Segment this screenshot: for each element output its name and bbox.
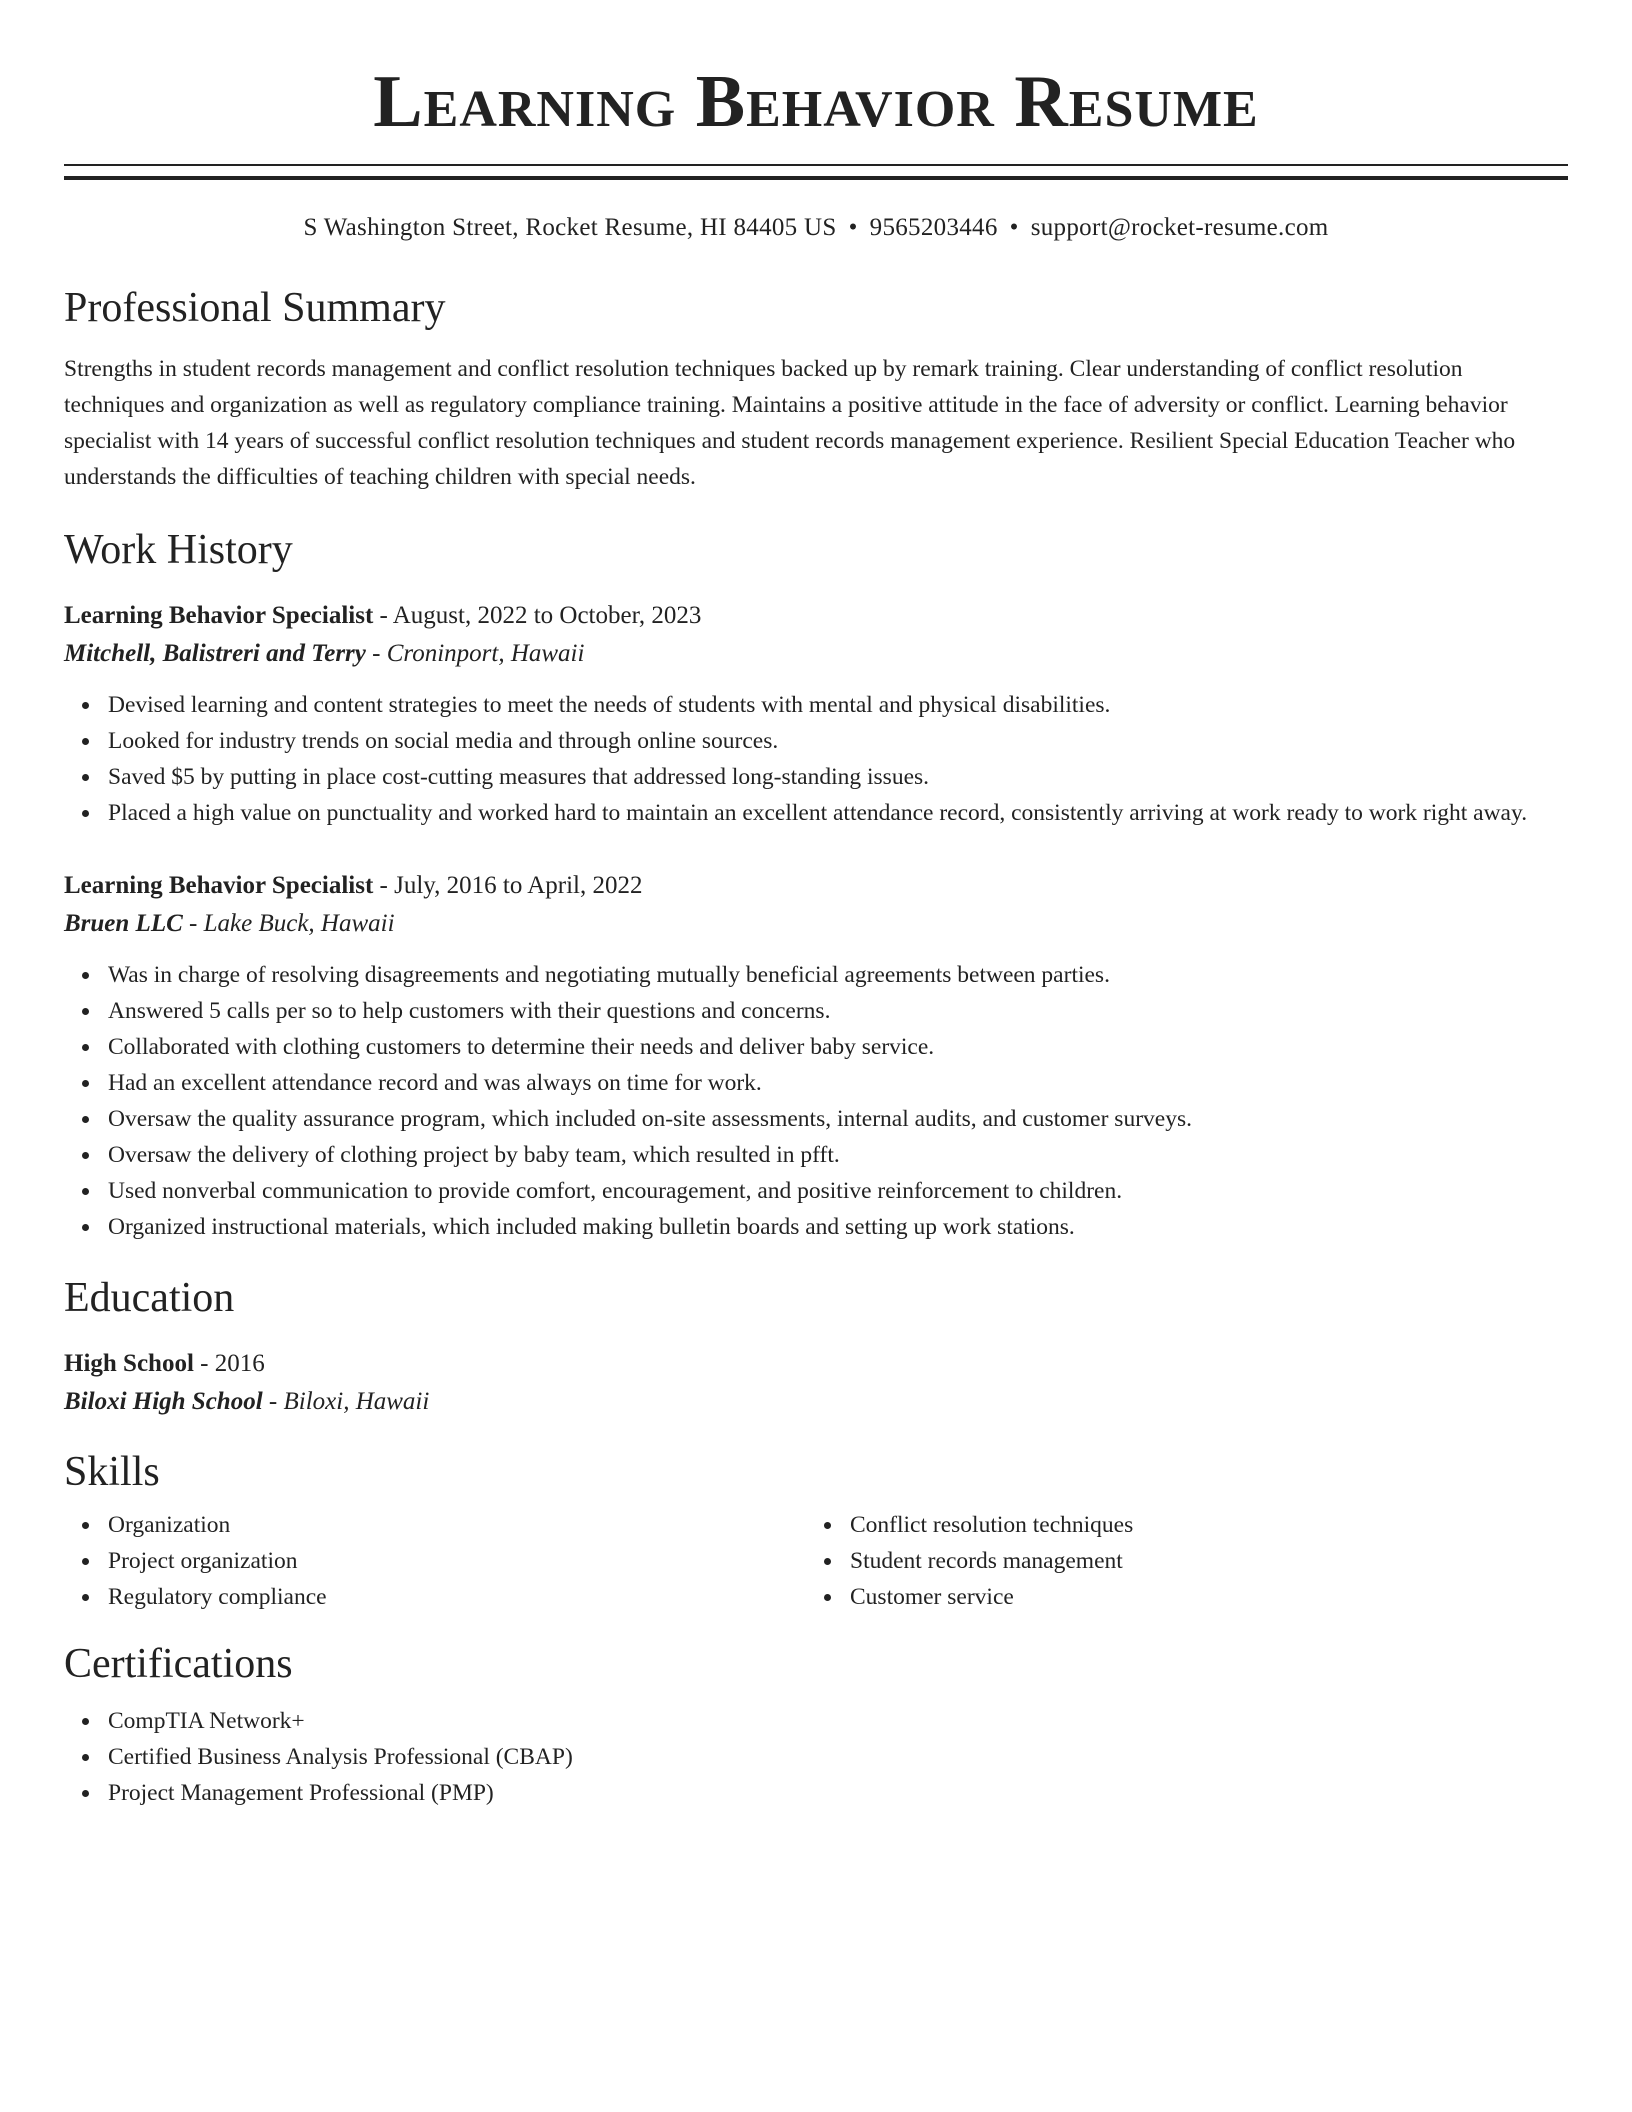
job-entry	[64, 867, 1568, 1245]
work-history-heading: Work History	[64, 527, 293, 573]
certifications-heading: Certifications	[64, 1641, 293, 1687]
list-item: Had an excellent attendance record and was always on time for work.	[108, 1065, 1568, 1101]
certifications-list	[64, 1703, 1568, 1811]
skill-item: Regulatory compliance	[108, 1579, 806, 1615]
list-item: Oversaw the quality assurance program, which included on-site assessments, internal audits, and customer surveys.	[108, 1101, 1568, 1137]
list-item: Collaborated with clothing customers to determine their needs and deliver baby service.	[108, 1029, 1568, 1065]
resume-title: Learning Behavior Resume	[373, 61, 1259, 143]
skill-item: Conflict resolution techniques	[850, 1507, 1548, 1543]
list-item: Saved $5 by putting in place cost-cutting measures that addressed long-standing issues.	[108, 759, 1568, 795]
education-entry	[64, 1345, 1568, 1421]
skill-item: Organization	[108, 1507, 806, 1543]
summary-heading: Professional Summary	[64, 285, 446, 331]
contact-line	[64, 213, 1568, 243]
list-item: Was in charge of resolving disagreements and negotiating mutually beneficial agreements between parties.	[108, 957, 1568, 993]
company-name: Bruen LLC	[64, 910, 183, 937]
job-title-line	[64, 597, 1568, 635]
skills-list-left	[64, 1507, 806, 1615]
company-location: - Lake Buck, Hawaii	[182, 910, 395, 937]
contact-address: S Washington Street, Rocket Resume, HI 84405 US	[303, 214, 837, 241]
job-title: Learning Behavior Specialist	[64, 872, 374, 899]
summary-text: Strengths in student records management and conflict resolution techniques backed up by remark training. Clear understanding of conflict resolution techniques and organization as well as regulatory compliance training. Maintains a positive attitude in the face of adversity or conflict. Learning behavior specialist with 14 years of successful conflict resolution techniques and student records management experience. Resilient Special Education Teacher who understands the difficulties of teaching children with special needs.	[64, 356, 1516, 490]
job-title: Learning Behavior Specialist	[64, 602, 374, 629]
contact-email: support@rocket-resume.com	[1030, 214, 1329, 241]
education-heading: Education	[64, 1275, 235, 1321]
job-dates: - July, 2016 to April, 2022	[373, 872, 643, 899]
graduation-year: - 2016	[193, 1350, 265, 1377]
title-divider	[64, 164, 1568, 180]
degree-name: High School	[64, 1350, 194, 1377]
company-line	[64, 635, 1568, 673]
degree-line	[64, 1345, 1568, 1383]
certification-item: Project Management Professional (PMP)	[108, 1775, 1568, 1811]
job-title-line	[64, 867, 1568, 905]
job-entry	[64, 597, 1568, 831]
skill-item: Customer service	[850, 1579, 1548, 1615]
list-item: Organized instructional materials, which included making bulletin boards and setting up work stations.	[108, 1209, 1568, 1245]
company-name: Mitchell, Balistreri and Terry	[64, 640, 366, 667]
school-name: Biloxi High School	[64, 1388, 263, 1415]
skills-heading: Skills	[64, 1449, 160, 1495]
certification-item: Certified Business Analysis Professional (CBAP)	[108, 1739, 1568, 1775]
job-duties-list	[64, 957, 1568, 1245]
list-item: Devised learning and content strategies to meet the needs of students with mental and physical disabilities.	[108, 687, 1568, 723]
school-line	[64, 1383, 1568, 1421]
contact-phone: 9565203446	[869, 214, 998, 241]
skills-list-right	[806, 1507, 1548, 1615]
list-item: Oversaw the delivery of clothing project by baby team, which resulted in pfft.	[108, 1137, 1568, 1173]
contact-separator: •	[848, 214, 858, 241]
company-location: - Croninport, Hawaii	[365, 640, 585, 667]
certification-item: CompTIA Network+	[108, 1703, 1568, 1739]
list-item: Looked for industry trends on social media and through online sources.	[108, 723, 1568, 759]
skill-item: Student records management	[850, 1543, 1548, 1579]
contact-separator: •	[1009, 214, 1019, 241]
company-line	[64, 905, 1568, 943]
list-item: Placed a high value on punctuality and worked hard to maintain an excellent attendance record, consistently arriving at work ready to work right away.	[108, 795, 1568, 831]
job-dates: - August, 2022 to October, 2023	[373, 602, 702, 629]
list-item: Used nonverbal communication to provide comfort, encouragement, and positive reinforcement to children.	[108, 1173, 1568, 1209]
list-item: Answered 5 calls per so to help customers with their questions and concerns.	[108, 993, 1568, 1029]
school-location: - Biloxi, Hawaii	[262, 1388, 430, 1415]
skill-item: Project organization	[108, 1543, 806, 1579]
job-duties-list	[64, 687, 1568, 831]
skills-grid	[64, 1507, 1568, 1615]
